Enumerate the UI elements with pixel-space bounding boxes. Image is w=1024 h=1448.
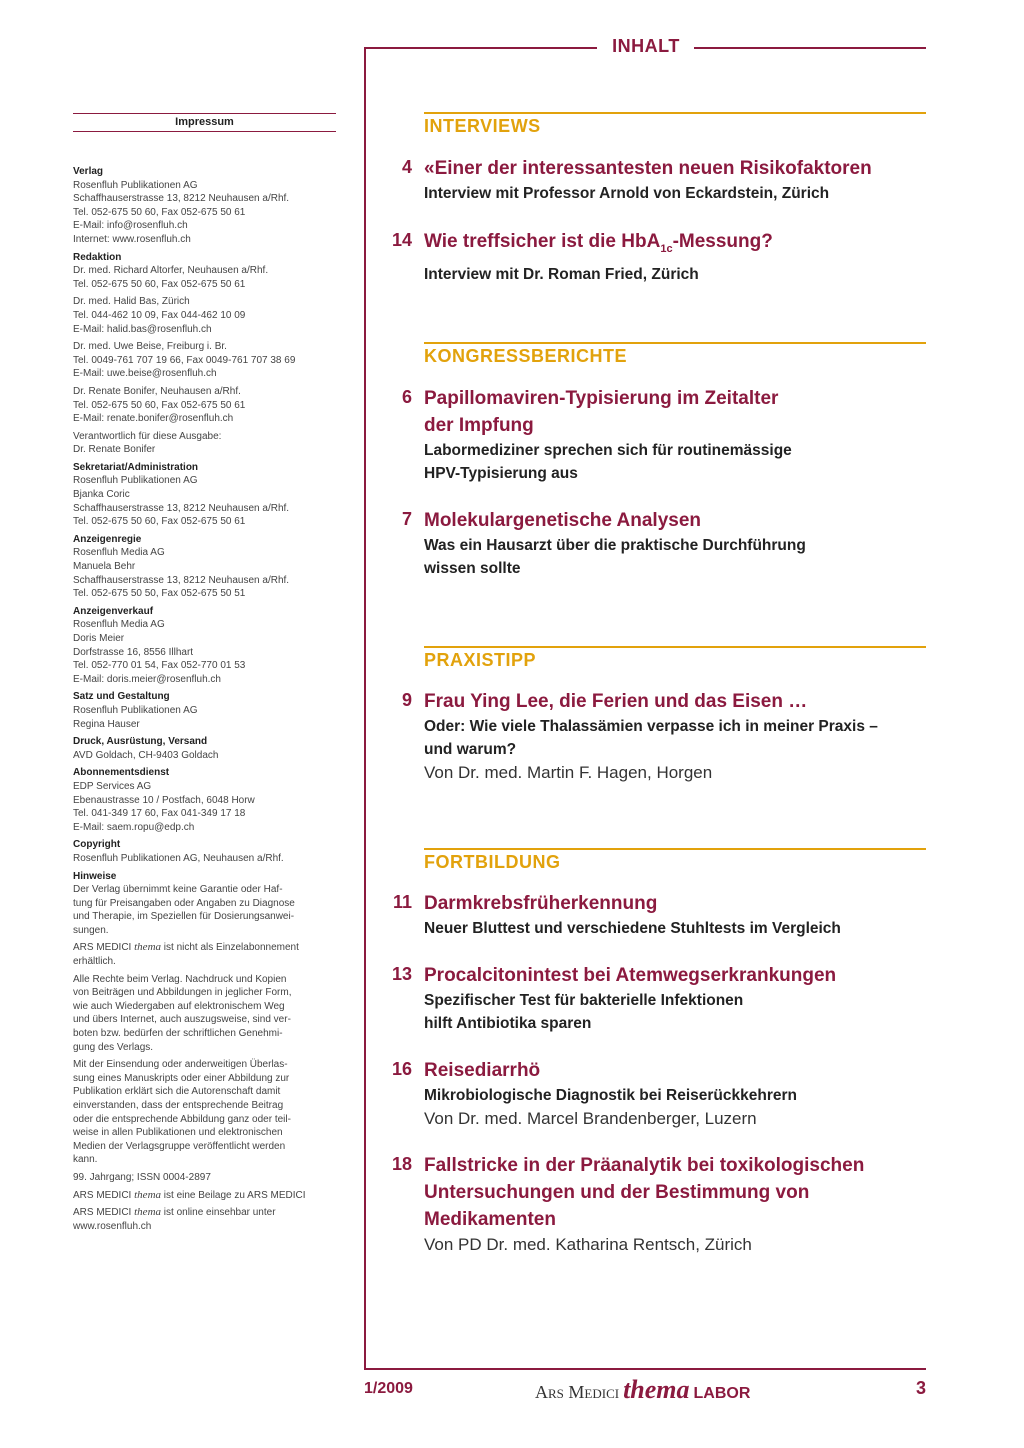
impressum-line: Tel. 044-462 10 09, Fax 044-462 10 09 (73, 309, 246, 321)
toc-entry-body (424, 962, 924, 1035)
impressum-line: sungen. (73, 924, 109, 936)
toc-page-number: 9 (401, 690, 412, 710)
impressum-jahrgang: 99. Jahrgang; ISSN 0004-2897 (73, 1171, 211, 1183)
toc-subtitle: wissen sollte (424, 560, 521, 577)
brand-labor: LABOR (693, 1385, 751, 1402)
toc-author: Von Dr. med. Martin F. Hagen, Horgen (424, 763, 713, 782)
toc-title: der Impfung (424, 415, 534, 436)
impressum-block (73, 385, 336, 426)
impressum-line: einverstanden, dass der entsprechende Beitrag (73, 1100, 284, 1111)
impressum-line: Tel. 052-675 50 60, Fax 052-675 50 61 (73, 206, 246, 218)
toc-subtitle: Neuer Bluttest und verschiedene Stuhltests im Vergleich (424, 920, 841, 937)
toc-entry-body (424, 1057, 924, 1130)
impressum-line: E-Mail: renate.bonifer@rosenfluh.ch (73, 413, 234, 425)
toc-page-number: 4 (401, 157, 412, 177)
toc-title: «Einer der interessantesten neuen Risikofaktoren (424, 158, 872, 179)
impressum-line: Schaffhauserstrasse 13, 8212 Neuhausen a/Rhf. (73, 574, 290, 586)
impressum-line: Dr. Renate Bonifer (73, 444, 156, 456)
section-title: PRAXISTIPP (424, 650, 537, 670)
impressum-line: Tel. 052-675 50 60, Fax 052-675 50 61 (73, 278, 246, 290)
toc-page-number: 14 (391, 230, 412, 250)
impressum-line: AVD Goldach, CH-9403 Goldach (73, 749, 219, 761)
impressum-line: Doris Meier (73, 633, 125, 644)
hba1c-subscript: 1c (660, 242, 673, 255)
toc-entry (384, 1057, 924, 1130)
impressum-line: E-Mail: uwe.beise@rosenfluh.ch (73, 368, 217, 380)
impressum-line: Tel. 0049-761 707 19 66, Fax 0049-761 707 38 69 (73, 354, 296, 366)
brand-thema: thema (623, 1375, 690, 1404)
toc-entry-body (424, 688, 924, 784)
toc-page-number: 7 (401, 509, 412, 529)
toc-title: Fallstricke in der Präanalytik bei toxikologischen (424, 1155, 865, 1176)
toc-entry (384, 890, 924, 940)
section-title: KONGRESSBERICHTE (424, 346, 628, 366)
toc-page-number: 6 (401, 387, 412, 407)
impressum-heading: Copyright (73, 839, 121, 851)
impressum-heading: Sekretariat/Administration (73, 461, 199, 473)
impressum-line: kann. (73, 1154, 98, 1166)
toc-title: Molekulargenetische Analysen (424, 510, 702, 531)
section-title: FORTBILDUNG (424, 852, 561, 872)
impressum-line: Rosenfluh Publikationen AG (73, 704, 198, 716)
impressum-line: Rosenfluh Media AG (73, 619, 165, 631)
impressum-line: und Therapie, im Speziellen für Dosierungsanwei- (73, 911, 295, 923)
impressum-line: Verantwortlich für diese Ausgabe: (73, 430, 222, 442)
toc-subtitle: hilft Antibiotika sparen (424, 1015, 592, 1032)
impressum-block (73, 690, 336, 731)
abo-note-pre: ARS MEDICI (73, 942, 135, 954)
header-rule-right (694, 47, 926, 49)
impressum-line: Dr. med. Uwe Beise, Freiburg i. Br. (73, 341, 227, 353)
impressum (73, 113, 336, 1237)
online-post: ist online einsehbar unter (161, 1207, 276, 1219)
impressum-line: Rosenfluh Media AG (73, 547, 165, 559)
impressum-line: Internet: www.rosenfluh.ch (73, 233, 191, 245)
abo-note-post: ist nicht als Einzelabonnement erhältlich. (73, 942, 299, 968)
toc-page-number: 13 (391, 964, 412, 984)
toc-subtitle: HPV-Typisierung aus (424, 465, 578, 482)
impressum-line: Der Verlag übernimmt keine Garantie oder Haf- (73, 884, 283, 896)
impressum-line: tung für Preisangaben oder Angaben zu Diagnose (73, 897, 295, 909)
impressum-line: Rosenfluh Publikationen AG (73, 475, 198, 487)
impressum-block (73, 533, 336, 601)
impressum-line: E-Mail: doris.meier@rosenfluh.ch (73, 673, 221, 685)
beilage-pre: ARS MEDICI (73, 1189, 135, 1201)
toc-author: Von Dr. med. Marcel Brandenberger, Luzern (424, 1109, 757, 1128)
toc-page-number: 18 (391, 1154, 412, 1174)
toc-title: Reisediarrhö (424, 1060, 541, 1081)
impressum-block (73, 430, 336, 457)
toc-subtitle: und warum? (424, 741, 517, 758)
impressum-block (73, 295, 336, 336)
toc-title: Darmkrebsfrüherkennung (424, 893, 658, 914)
toc-entry (384, 507, 924, 580)
impressum-line: boten bzw. bedürfen der schriftlichen Genehmi- (73, 1028, 283, 1040)
beilage-italic: thema (134, 1188, 162, 1201)
impressum-line: Bjanka Coric (73, 489, 130, 501)
toc-title: Untersuchungen und der Bestimmung von (424, 1182, 810, 1203)
impressum-block (73, 838, 336, 865)
toc-subtitle: Spezifischer Test für bakterielle Infektionen (424, 992, 744, 1009)
issue-number: 1/2009 (364, 1380, 413, 1397)
toc-title: Frau Ying Lee, die Ferien und das Eisen … (424, 691, 808, 712)
toc-entry-body (424, 1152, 924, 1256)
toc-entry-body (424, 228, 924, 286)
impressum-block (73, 461, 336, 529)
impressum-line: weise in allen Publikationen und elektronischen (73, 1127, 283, 1139)
impressum-line: Schaffhauserstrasse 13, 8212 Neuhausen a/Rhf. (73, 502, 290, 514)
footer-rule (364, 1368, 926, 1370)
impressum-body (73, 165, 336, 1233)
impressum-heading: Verlag (73, 166, 104, 177)
section-rule (424, 646, 926, 648)
toc-subtitle: Labormediziner sprechen sich für routinemässige (424, 442, 792, 459)
impressum-online (73, 1206, 336, 1233)
section-title: INTERVIEWS (424, 116, 541, 136)
impressum-line: von Beiträgen und Abbildungen in jeglicher Form, (73, 987, 292, 999)
toc-entry (384, 385, 924, 485)
beilage-post: ist eine Beilage zu ARS MEDICI (161, 1189, 306, 1201)
impressum-heading: Hinweise (73, 870, 117, 882)
impressum-line: EDP Services AG (73, 780, 152, 792)
toc-author: Von PD Dr. med. Katharina Rentsch, Zürich (424, 1235, 752, 1254)
page-title: INHALT (612, 36, 680, 56)
impressum-block (73, 251, 336, 292)
impressum-line: Tel. 052-675 50 50, Fax 052-675 50 51 (73, 588, 246, 600)
impressum-line: Tel. 052-770 01 54, Fax 052-770 01 53 (73, 660, 246, 672)
impressum-heading: Anzeigenregie (73, 533, 142, 545)
toc-title: Procalcitonintest bei Atemwegserkrankungen (424, 965, 837, 986)
impressum-line: Schaffhauserstrasse 13, 8212 Neuhausen a/Rhf. (73, 193, 290, 205)
impressum-line: Dr. med. Richard Altorfer, Neuhausen a/Rhf. (73, 265, 269, 277)
impressum-line: Manuela Behr (73, 561, 136, 573)
impressum-line: E-Mail: saem.ropu@edp.ch (73, 821, 195, 833)
toc-entry (384, 688, 924, 784)
online-url[interactable]: www.rosenfluh.ch (73, 1220, 152, 1232)
toc-subtitle: Was ein Hausarzt über die praktische Durchführung (424, 537, 806, 554)
toc-subtitle: Interview mit Professor Arnold von Eckardstein, Zürich (424, 185, 830, 202)
impressum-line: sung eines Manuskripts oder einer Abbildung zur (73, 1072, 290, 1084)
impressum-line: E-Mail: halid.bas@rosenfluh.ch (73, 323, 212, 335)
toc-subtitle: Mikrobiologische Diagnostik bei Reiserückkehrern (424, 1087, 797, 1104)
toc-entry (384, 1152, 924, 1256)
impressum-block (73, 605, 336, 687)
impressum-title: Impressum (73, 113, 336, 132)
impressum-heading: Abonnementsdienst (73, 767, 170, 779)
brand-logo (535, 1375, 750, 1405)
header-rule-left (364, 47, 597, 49)
toc-entry-body (424, 890, 924, 940)
impressum-line: oder die entsprechende Abbildung ganz oder teil- (73, 1113, 291, 1125)
impressum-heading: Druck, Ausrüstung, Versand (73, 736, 208, 748)
impressum-block (73, 165, 336, 247)
toc-entry (384, 228, 924, 286)
toc-entry (384, 962, 924, 1035)
impressum-line: und übers Internet, auch auszugsweise, sind ver- (73, 1014, 291, 1026)
impressum-line: gung des Verlags. (73, 1041, 154, 1053)
impressum-line: Medien der Verlagsgruppe veröffentlicht werden (73, 1140, 286, 1152)
impressum-line: Mit der Einsendung oder anderweitigen Überlas- (73, 1059, 288, 1071)
toc-entry-body (424, 385, 924, 485)
impressum-block (73, 766, 336, 834)
section-rule (424, 342, 926, 344)
abo-note-italic: thema (134, 941, 162, 954)
impressum-heading: Redaktion (73, 251, 122, 263)
impressum-block (73, 340, 336, 381)
impressum-beilage (73, 1189, 336, 1203)
impressum-abo-note (73, 941, 336, 968)
page-number: 3 (915, 1378, 926, 1398)
impressum-heading: Satz und Gestaltung (73, 691, 170, 703)
toc-entry-body (424, 155, 924, 205)
impressum-blocks (73, 165, 336, 937)
online-pre: ARS MEDICI (73, 1207, 135, 1219)
impressum-line: Publikation erklärt sich die Autorenschaft damit (73, 1086, 281, 1098)
online-italic: thema (134, 1206, 162, 1219)
toc-title: Medikamenten (424, 1209, 556, 1230)
toc-page-number: 16 (391, 1059, 412, 1079)
column-divider (364, 47, 366, 1369)
impressum-line: Tel. 052-675 50 60, Fax 052-675 50 61 (73, 516, 246, 528)
toc-subtitle: Oder: Wie viele Thalassämien verpasse ich in meiner Praxis – (424, 718, 878, 735)
impressum-line: Rosenfluh Publikationen AG, Neuhausen a/Rhf. (73, 852, 284, 864)
impressum-line: E-Mail: info@rosenfluh.ch (73, 220, 188, 232)
impressum-rights (73, 973, 336, 1055)
impressum-line: wie auch Wiedergaben auf elektronischem Weg (73, 1000, 285, 1012)
toc-entry (384, 155, 924, 205)
impressum-block (73, 735, 336, 762)
section-rule (424, 112, 926, 114)
impressum-submission (73, 1058, 336, 1167)
impressum-line: Regina Hauser (73, 718, 140, 730)
section-rule (424, 848, 926, 850)
toc-entry-body (424, 507, 924, 580)
impressum-line: Dr. med. Halid Bas, Zürich (73, 296, 190, 308)
toc-title: Wie treffsicher ist die HbA$_{1c}$-Messung? (424, 231, 773, 255)
impressum-block (73, 870, 336, 938)
impressum-line: Alle Rechte beim Verlag. Nachdruck und Kopien (73, 973, 287, 985)
brand-name: Ars Medici (535, 1382, 620, 1402)
impressum-line: Tel. 041-349 17 60, Fax 041-349 17 18 (73, 808, 246, 820)
impressum-heading: Anzeigenverkauf (73, 605, 154, 617)
impressum-line: Tel. 052-675 50 60, Fax 052-675 50 61 (73, 399, 246, 411)
toc-page-number: 11 (392, 892, 412, 912)
impressum-line: Dr. Renate Bonifer, Neuhausen a/Rhf. (73, 385, 241, 397)
impressum-line: Dorfstrasse 16, 8556 Illhart (73, 646, 194, 658)
toc-title: Papillomaviren-Typisierung im Zeitalter (424, 388, 779, 409)
impressum-line: Ebenaustrasse 10 / Postfach, 6048 Horw (73, 794, 255, 806)
impressum-line: Rosenfluh Publikationen AG (73, 179, 198, 191)
toc-subtitle: Interview mit Dr. Roman Fried, Zürich (424, 265, 699, 283)
